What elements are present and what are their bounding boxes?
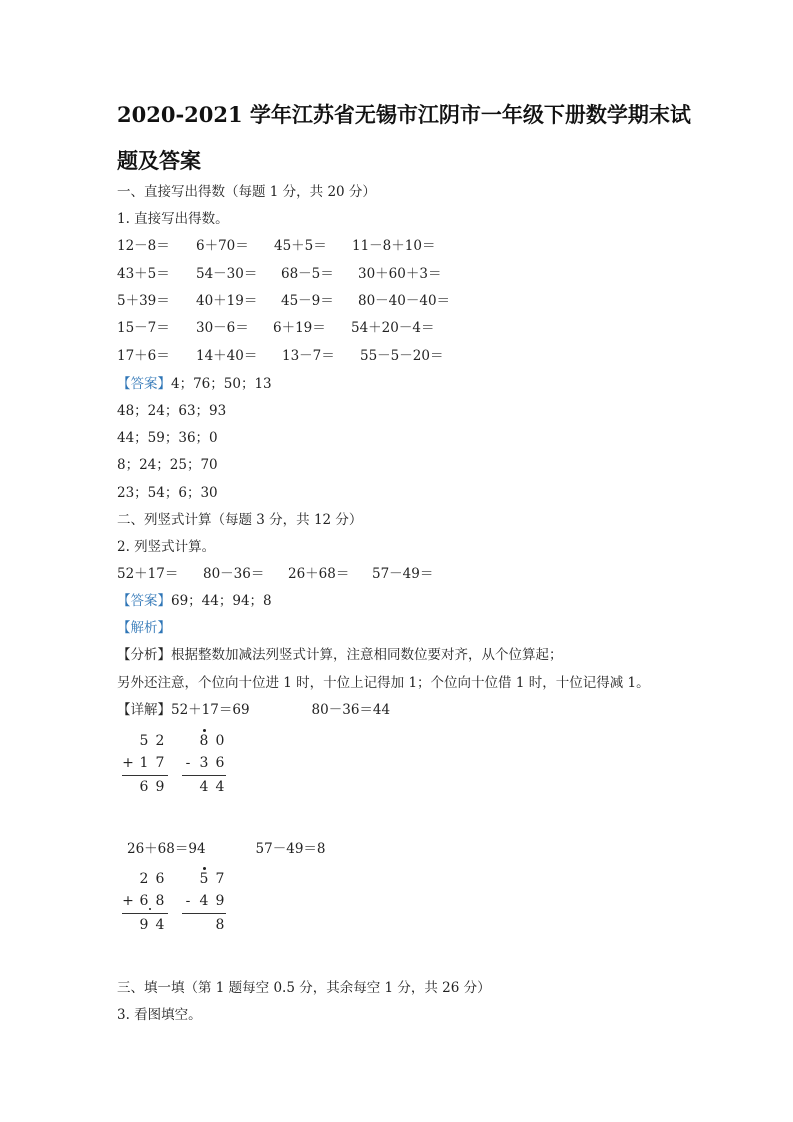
operator: - bbox=[185, 893, 191, 909]
digit: 6 bbox=[215, 755, 225, 771]
mental-math-row bbox=[117, 344, 443, 364]
operator: + bbox=[122, 893, 134, 909]
vertical-calc-addition bbox=[122, 866, 188, 938]
problem: 13－7＝ bbox=[282, 348, 335, 364]
detail-text-c: 26＋68＝94 bbox=[127, 841, 206, 857]
digit: 1 bbox=[139, 755, 149, 771]
digit: 7 bbox=[155, 755, 165, 771]
difference-line bbox=[182, 775, 226, 776]
digit: 0 bbox=[215, 733, 225, 749]
page-title: 2020-2021 学年江苏省无锡市江阴市一年级下册数学期末试题及答案 bbox=[117, 102, 691, 173]
problem: 14＋40＝ bbox=[196, 348, 258, 364]
problem: 30＋60＋3＝ bbox=[358, 266, 442, 282]
problem: 54＋20－4＝ bbox=[351, 320, 435, 336]
sum-line bbox=[122, 913, 168, 914]
digit: 9 bbox=[139, 917, 149, 933]
digit: 2 bbox=[139, 871, 149, 887]
detail-line bbox=[127, 837, 326, 857]
problem: 57－49＝ bbox=[372, 566, 434, 582]
carry-mark bbox=[149, 908, 151, 910]
problem: 68－5＝ bbox=[281, 266, 334, 282]
digit: 6 bbox=[155, 871, 165, 887]
detail-text-b: 80－36＝44 bbox=[311, 702, 391, 718]
question1-label: 1. 直接写出得数。 bbox=[117, 211, 229, 227]
analysis-tag: 【解析】 bbox=[117, 620, 171, 636]
problem: 6＋70＝ bbox=[196, 238, 249, 254]
problem: 6＋19＝ bbox=[273, 320, 326, 336]
question3-label: 3. 看图填空。 bbox=[117, 1007, 202, 1023]
answer-tag: 【答案】 bbox=[117, 376, 171, 392]
mental-math-row bbox=[117, 234, 435, 254]
answer-tag: 【答案】 bbox=[117, 593, 171, 609]
problem: 52＋17＝ bbox=[117, 566, 179, 582]
answer-line: 48；24；63；93 bbox=[117, 403, 227, 419]
section3-heading: 三、填一填（第 1 题每空 0.5 分，其余每空 1 分，共 26 分） bbox=[117, 980, 491, 996]
digit: 9 bbox=[155, 779, 165, 795]
vertical-calc-subtraction bbox=[184, 728, 244, 800]
mental-math-row bbox=[117, 316, 434, 336]
problem: 15－7＝ bbox=[117, 320, 170, 336]
answer-line bbox=[117, 589, 272, 609]
answer-line: 23；54；6；30 bbox=[117, 485, 218, 501]
section2-heading: 二、列竖式计算（每题 3 分，共 12 分） bbox=[117, 512, 363, 528]
digit: 4 bbox=[215, 779, 225, 795]
problem: 80－40－40＝ bbox=[358, 293, 451, 309]
column-calc-problems bbox=[117, 562, 433, 582]
digit: 3 bbox=[199, 755, 209, 771]
problem: 26＋68＝ bbox=[288, 566, 350, 582]
detail-text-a: 【详解】52＋17＝69 bbox=[117, 702, 250, 718]
answer-text: 4；76；50；13 bbox=[171, 376, 272, 392]
problem: 40＋19＝ bbox=[196, 293, 258, 309]
difference-line bbox=[182, 913, 226, 914]
problem: 5＋39＝ bbox=[117, 293, 170, 309]
analysis-line: 【分析】根据整数加减法列竖式计算，注意相同数位要对齐，从个位算起； bbox=[117, 647, 563, 663]
analysis-line: 另外还注意，个位向十位进 1 时，十位上记得加 1；个位向十位借 1 时，十位记得减 1。 bbox=[117, 675, 650, 691]
detail-line bbox=[117, 698, 390, 718]
operator: - bbox=[185, 755, 191, 771]
digit: 2 bbox=[155, 733, 165, 749]
digit: 8 bbox=[199, 733, 209, 749]
digit: 4 bbox=[155, 917, 165, 933]
digit: 6 bbox=[139, 893, 149, 909]
answer-text: 69；44；94；8 bbox=[171, 593, 272, 609]
problem: 54－30＝ bbox=[196, 266, 258, 282]
section1-heading: 一、直接写出得数（每题 1 分，共 20 分） bbox=[117, 184, 376, 200]
mental-math-row bbox=[117, 262, 441, 282]
sum-line bbox=[122, 775, 168, 776]
answer-line bbox=[117, 372, 272, 392]
vertical-calc-addition bbox=[122, 728, 188, 800]
vertical-calc-subtraction bbox=[184, 866, 244, 938]
problem: 17＋6＝ bbox=[117, 348, 170, 364]
digit: 6 bbox=[139, 779, 149, 795]
question2-label: 2. 列竖式计算。 bbox=[117, 539, 216, 555]
problem: 43＋5＝ bbox=[117, 266, 170, 282]
problem: 30－6＝ bbox=[196, 320, 249, 336]
digit: 8 bbox=[215, 917, 225, 933]
digit: 4 bbox=[199, 779, 209, 795]
borrow-dot bbox=[203, 867, 206, 870]
mental-math-row bbox=[117, 289, 450, 309]
digit: 4 bbox=[199, 893, 209, 909]
digit: 9 bbox=[215, 893, 225, 909]
operator: + bbox=[122, 755, 134, 771]
detail-text-d: 57－49＝8 bbox=[255, 841, 326, 857]
digit: 8 bbox=[155, 893, 165, 909]
digit: 5 bbox=[199, 871, 209, 887]
problem: 45＋5＝ bbox=[274, 238, 327, 254]
problem: 12－8＝ bbox=[117, 238, 170, 254]
answer-line: 44；59；36；0 bbox=[117, 430, 218, 446]
digit: 7 bbox=[215, 871, 225, 887]
problem: 55－5－20＝ bbox=[360, 348, 444, 364]
borrow-dot bbox=[203, 729, 206, 732]
problem: 11－8＋10＝ bbox=[352, 238, 436, 254]
problem: 80－36＝ bbox=[203, 566, 265, 582]
answer-line: 8；24；25；70 bbox=[117, 457, 218, 473]
problem: 45－9＝ bbox=[281, 293, 334, 309]
digit: 5 bbox=[139, 733, 149, 749]
